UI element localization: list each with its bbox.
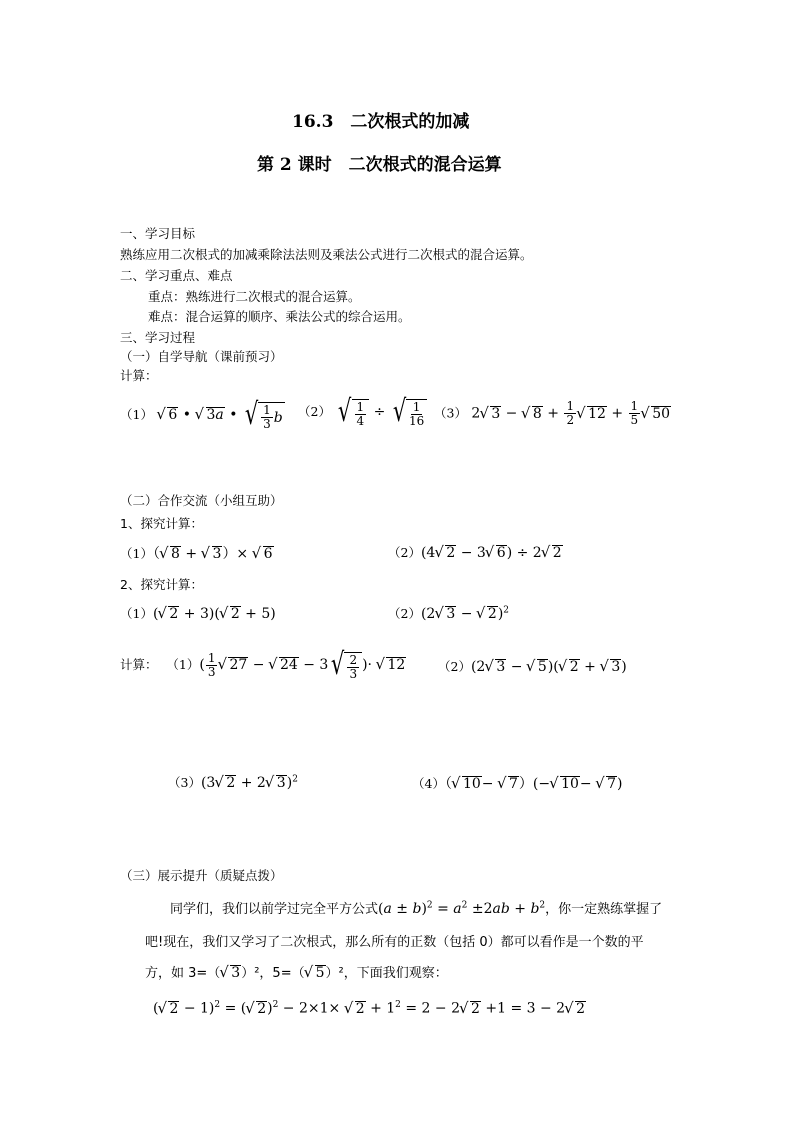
part2-heading: （二）合作交流（小组互助） xyxy=(120,493,283,508)
paragraph-line-3: 方，如 3=（√ 3）²，5=（√ 5）²，下面我们观察： xyxy=(145,962,448,981)
section-goals-body: 熟练应用二次根式的加减乘除法法则及乘法公式进行二次根式的混合运算。 xyxy=(120,247,533,262)
explore-1-label: 1、探究计算： xyxy=(120,516,203,531)
calc-a-3: （3）(3√ 2 + 2√ 3)$^2$ xyxy=(168,773,298,791)
explore-1-1: （1）（√ 8 + √ 3）× √ 6 xyxy=(120,543,274,563)
section-goals-heading: 一、学习目标 xyxy=(120,226,196,241)
explore-2-label: 2、探究计算： xyxy=(120,577,203,592)
difficulty-text: 难点：混合运算的顺序、乘法公式的综合运用。 xyxy=(148,309,411,324)
exercise-1-1: （1） √ 6 • √ 3a • √ $\frac{1}{3}$ b xyxy=(120,398,285,432)
explore-2-1: （1）(√ 2 + 3)(√ 2 + 5) xyxy=(120,604,276,622)
identity-example: (√ 2 − 1)$^2$ = (√ 2)$^2$ − 2×1× √ $2 + 1^2 = 2 - 2√$ 2 +1 = 3 − 2√ 2 xyxy=(153,1000,586,1017)
explore-2-2: （2）(2√ 3 − √ 2)$^2$ xyxy=(388,604,509,622)
section-process-heading: 三、学习过程 xyxy=(120,330,196,345)
calc-a-4: （4）（√ 10− √ 7）(−√ 10− √ 7) xyxy=(412,773,623,793)
part3-heading: （三）展示提升（质疑点拨） xyxy=(120,868,283,883)
part1-heading: （一）自学导航（课前预习） xyxy=(120,349,283,364)
part1-calc-label: 计算： xyxy=(120,368,158,383)
exercise-1-2: （2） √ $\frac{1}{4}$ ÷ √ $\frac{1}{16}$ xyxy=(298,395,427,429)
page-subtitle: 第 2 课时 二次根式的混合运算 xyxy=(257,155,502,175)
page-title: 16.3 二次根式的加减 xyxy=(292,112,470,132)
calc-a-1: 计算： （1）( $\frac{1}{3}$ √ 27 − √ 24 − 3 √ $\frac{2}{3}$ )· √ 12 xyxy=(120,648,406,682)
paragraph-line-2: 吧!现在，我们又学习了二次根式，那么所有的正数（包括 0）都可以看作是一个数的平 xyxy=(145,935,644,950)
exercise-1-3: （3） 2√ 3 − √ 8 + $\frac{1}{2}$ √ 12 + $\frac{1}{5}$ √ 50 xyxy=(434,400,671,427)
calc-a-2: （2）(2√ 3 − √ 5)(√ 2 + √ 3) xyxy=(438,657,627,675)
paragraph-line-1: 同学们，我们以前学过完全平方公式$(a \pm b)^2 = a^2 \pm 2ab + b^2$，你一定熟练掌握了 xyxy=(170,900,663,917)
focus-text: 重点：熟练进行二次根式的混合运算。 xyxy=(148,289,361,304)
explore-1-2: （2）(4√ 2 − 3√ 6) ÷ 2√ 2 xyxy=(388,543,563,561)
section-focus-heading: 二、学习重点、难点 xyxy=(120,268,233,283)
